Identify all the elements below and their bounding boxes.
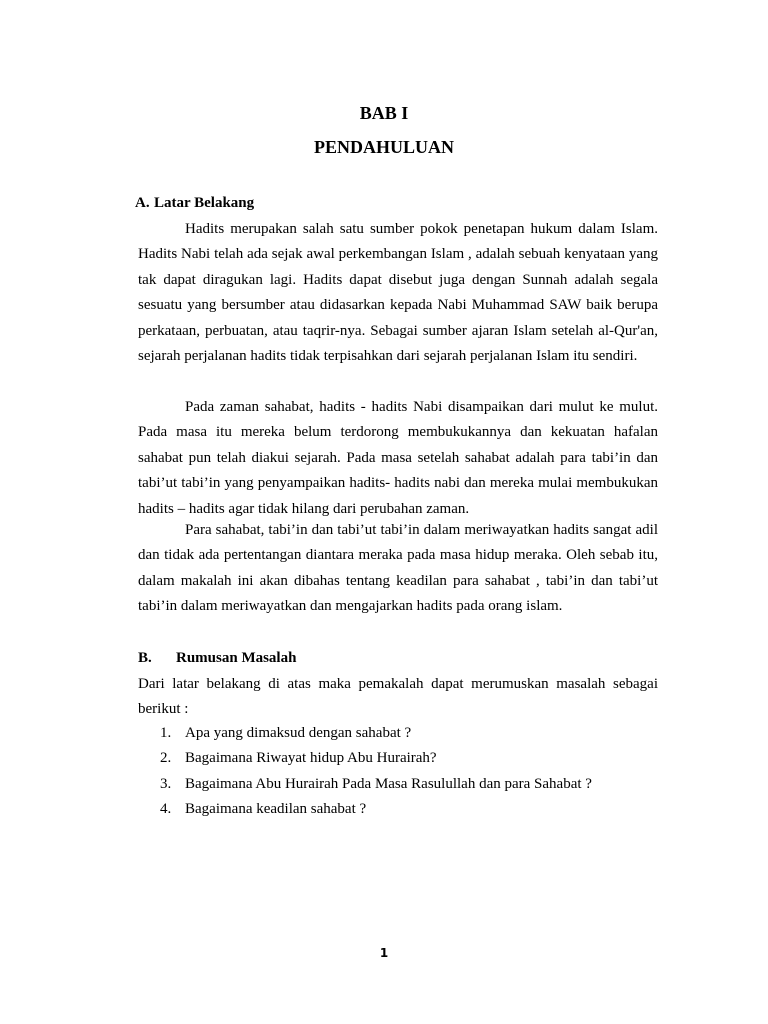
list-item-number: 1. bbox=[160, 725, 172, 741]
background-paragraph-1: Hadits merupakan salah satu sumber pokok penetapan hukum dalam Islam. Hadits Nabi telah ada sejak awal perkembangan Islam , adalah sebuah kenyataan yang tak dapat diragukan lagi. Hadits dapat disebut juga dengan Sunnah adalah segala sesuatu yang bersumber atau didasarkan kepada Nabi Muhammad SAW baik berupa perkataan, perbuatan, atau taqrir-nya. Sebagai sumber ajaran Islam setelah al-Qur'an, sejarah perjalanan hadits tidak terpisahkan dari sejarah perjalanan Islam itu sendiri. bbox=[138, 221, 658, 365]
list-item-text: Bagaimana Abu Hurairah Pada Masa Rasulullah dan para Sahabat ? bbox=[185, 775, 592, 792]
problem-list bbox=[160, 721, 592, 823]
section-b-heading bbox=[138, 650, 296, 667]
list-item bbox=[160, 746, 592, 771]
section-b-marker: B. bbox=[138, 650, 152, 666]
section-a-heading bbox=[135, 195, 254, 212]
section-b-title: Rumusan Masalah bbox=[176, 650, 297, 666]
list-item bbox=[160, 797, 592, 822]
list-item bbox=[160, 772, 592, 797]
page-number: 1 bbox=[379, 946, 389, 960]
problem-intro-paragraph: Dari latar belakang di atas maka pemakalah dapat merumuskan masalah sebagai berikut : bbox=[138, 676, 658, 718]
list-item-number: 2. bbox=[160, 750, 172, 767]
list-item-text: Bagaimana keadilan sahabat ? bbox=[185, 801, 367, 818]
background-paragraph-3: Para sahabat, tabi’in dan tabi’ut tabi’in dalam meriwayatkan hadits sangat adil dan tidak ada pertentangan diantara meraka pada masa hidup meraka. Oleh sebab itu, dalam makalah ini akan dibahas tentang keadilan para sahabat , tabi’in dan tabi’ut tabi’in dalam meriwayatkan dan mengajarkan hadits pada orang islam. bbox=[138, 522, 658, 615]
list-item-text: Apa yang dimaksud dengan sahabat ? bbox=[185, 725, 412, 741]
list-item-number: 4. bbox=[160, 801, 172, 818]
chapter-title: PENDAHULUAN bbox=[313, 137, 454, 157]
list-item-number: 3. bbox=[160, 775, 172, 792]
background-paragraph-2: Pada zaman sahabat, hadits - hadits Nabi disampaikan dari mulut ke mulut. Pada masa itu mereka belum terdorong membukukannya dan kekuatan hafalan sahabat pun telah diakui sejarah. Pada masa setelah sahabat adalah para tabi’in dan tabi’ut tabi’in yang penyampaikan hadits- hadits nabi dan mereka mulai membukukan hadits – hadits agar tidak hilang dari perubahan zaman. bbox=[138, 399, 658, 517]
list-item-text: Bagaimana Riwayat hidup Abu Hurairah? bbox=[185, 750, 437, 767]
section-a-title: Latar Belakang bbox=[154, 195, 255, 211]
section-a-marker: A. bbox=[135, 195, 150, 211]
list-item bbox=[160, 721, 592, 746]
chapter-number: BAB I bbox=[359, 103, 409, 123]
